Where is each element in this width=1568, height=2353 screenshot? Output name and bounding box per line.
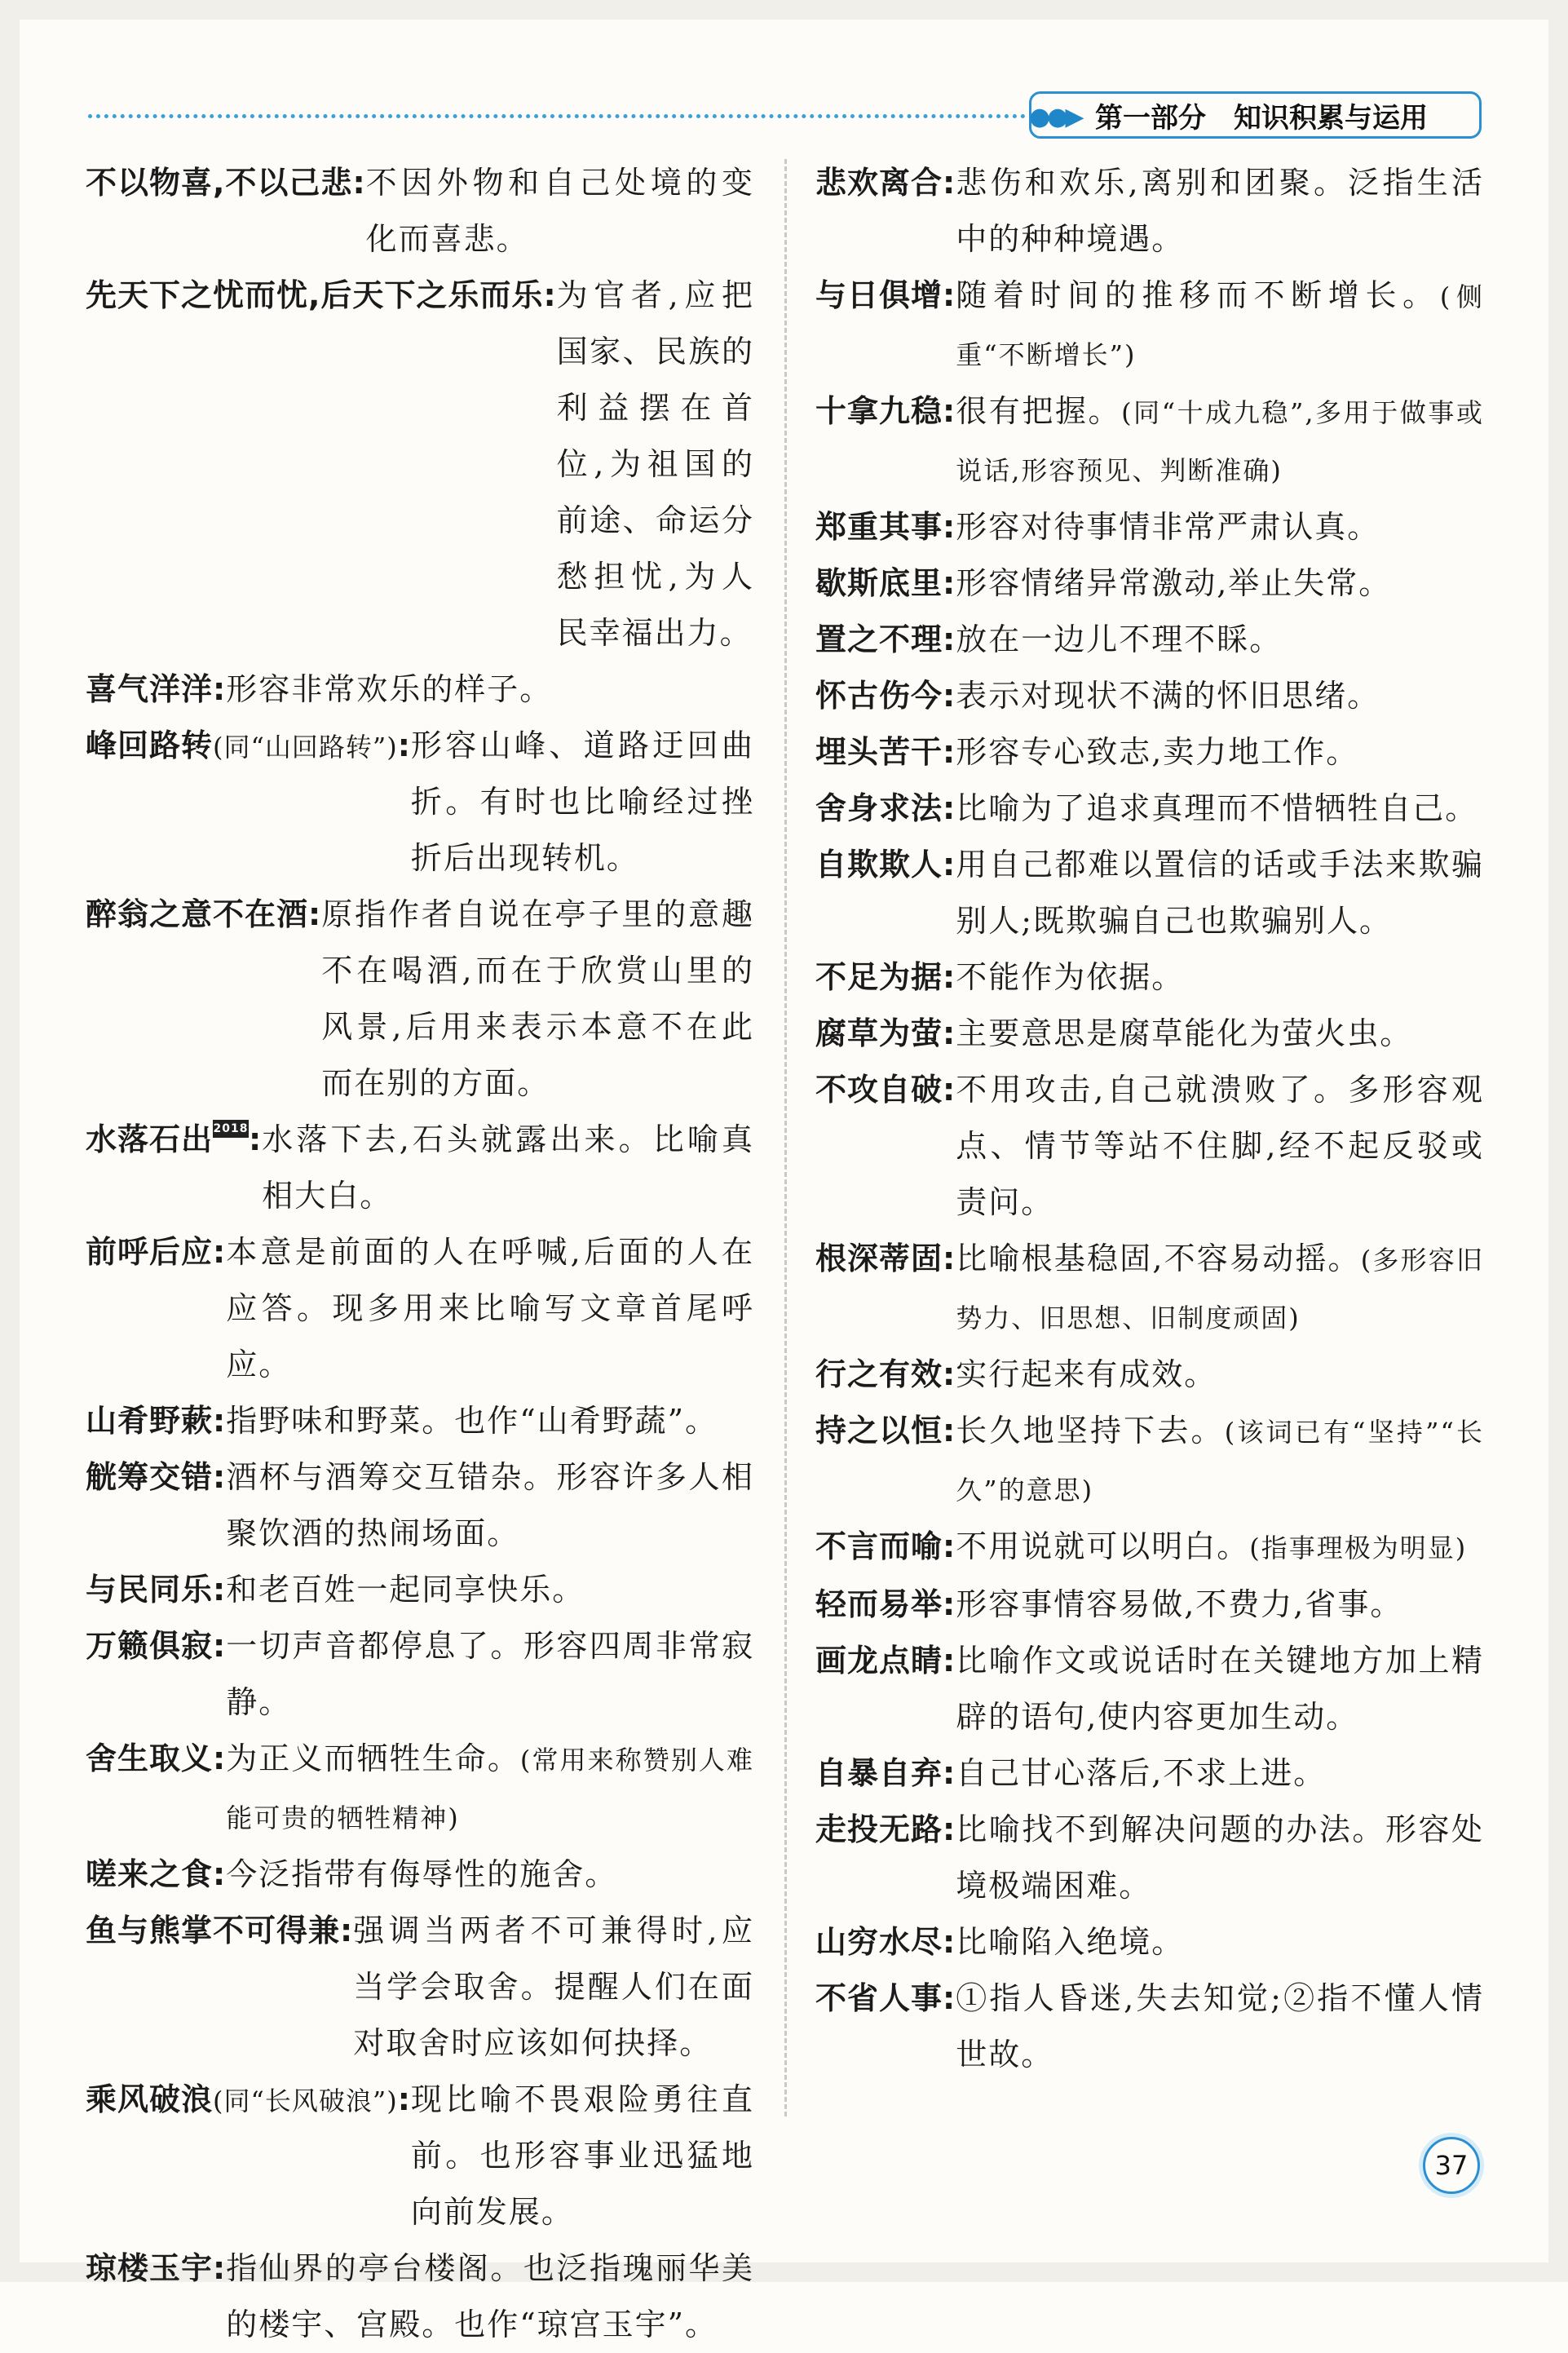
idiom-term: 走投无路:	[815, 1811, 956, 1847]
idiom-entry	[86, 661, 754, 718]
idiom-term: 舍生取义:	[86, 1740, 227, 1776]
idiom-definition: 形容情绪异常激动,举止失常。	[956, 565, 1392, 601]
idiom-term: 琼楼玉宇:	[86, 2250, 227, 2286]
idiom-definition: 形容对待事情非常严肃认真。	[956, 509, 1380, 545]
idiom-entry	[815, 268, 1484, 383]
idiom-term: 自暴自弃:	[815, 1755, 956, 1791]
idiom-definition: 实行起来有成效。	[956, 1356, 1217, 1392]
arrow-dots-icon: ●●▶	[1029, 102, 1081, 131]
idiom-entry	[815, 837, 1484, 949]
idiom-term: 喜气洋洋:	[86, 671, 227, 707]
idiom-term: 山穷水尽:	[815, 1924, 956, 1960]
idiom-definition: 为官者,应把国家、民族的利益摆在首位,为祖国的前途、命运分愁担忧,为人民幸福出力。	[556, 277, 754, 651]
idiom-remark: (该词已有“坚持”“长久”的意思)	[956, 1417, 1484, 1506]
idiom-term: 鱼与熊掌不可得兼:	[86, 1913, 354, 1948]
idiom-definition: 放在一边儿不理不睬。	[956, 621, 1283, 657]
idiom-remark: (多形容旧势力、旧思想、旧制度顽固)	[956, 1245, 1484, 1334]
header-part: 第一部分	[1095, 101, 1206, 135]
idiom-definition: 不用攻击,自己就溃败了。多形容观点、情节等站不住脚,经不起反驳或责问。	[956, 1072, 1484, 1220]
idiom-term: 不以物喜,不以己悲:	[86, 165, 366, 201]
idiom-definition: 水落下去,石头就露出来。比喻真相大白。	[262, 1121, 754, 1214]
idiom-term: 根深蒂固:	[815, 1241, 956, 1276]
idiom-term: 水落石出2018:	[86, 1121, 263, 1157]
idiom-entry	[815, 724, 1484, 781]
idiom-definition: 比喻陷入绝境。	[956, 1924, 1185, 1960]
idiom-definition: 和老百姓一起同享快乐。	[226, 1572, 585, 1608]
idiom-term: 自欺欺人:	[815, 847, 956, 882]
idiom-term: 舍身求法:	[815, 790, 956, 826]
column-divider	[784, 159, 787, 2116]
idiom-entry	[815, 1347, 1484, 1403]
right-column	[815, 155, 1484, 2083]
idiom-entry	[815, 1006, 1484, 1062]
idiom-entry	[815, 949, 1484, 1006]
idiom-entry	[815, 1970, 1484, 2083]
idiom-term: 不足为据:	[815, 959, 956, 995]
idiom-entry	[815, 1577, 1484, 1633]
idiom-entry	[815, 1519, 1484, 1577]
idiom-definition: 比喻为了追求真理而不惜牺牲自己。	[956, 790, 1478, 826]
idiom-definition: 为正义而牺牲生命。(常用来称赞别人难能可贵的牺牲精神)	[226, 1740, 754, 1833]
idiom-definition: 现比喻不畏艰险勇往直前。也形容事业迅猛地向前发展。	[410, 2081, 754, 2230]
idiom-entry	[86, 1731, 754, 1847]
idiom-definition: 不因外物和自己处境的变化而喜悲。	[365, 165, 754, 257]
idiom-entry	[815, 1802, 1484, 1914]
idiom-term: 峰回路转(同“山回路转”):	[86, 728, 411, 763]
idiom-term: 歇斯底里:	[815, 565, 956, 601]
idiom-term: 轻而易举:	[815, 1586, 956, 1622]
idiom-entry	[815, 1403, 1484, 1519]
idiom-entry	[815, 1914, 1484, 1970]
idiom-remark: (指事理极为明显)	[1249, 1533, 1468, 1564]
idiom-term: 悲欢离合:	[815, 165, 956, 201]
idiom-definition: 强调当两者不可兼得时,应当学会取舍。提醒人们在面对取舍时应该如何抉择。	[353, 1913, 754, 2061]
idiom-remark: (侧重“不断增长”)	[956, 281, 1484, 370]
idiom-term: 不攻自破:	[815, 1072, 956, 1108]
idiom-definition: 形容非常欢乐的样子。	[226, 671, 553, 707]
idiom-definition: 形容事情容易做,不费力,省事。	[956, 1586, 1403, 1622]
idiom-definition: 指野味和野菜。也作“山肴野蔬”。	[226, 1403, 718, 1439]
idiom-term: 腐草为萤:	[815, 1015, 956, 1051]
idiom-entry	[815, 612, 1484, 668]
idiom-entry	[86, 1224, 754, 1393]
idiom-term: 置之不理:	[815, 621, 956, 657]
idiom-definition: 形容专心致志,卖力地工作。	[956, 734, 1359, 770]
idiom-note: (同“山回路转”)	[213, 732, 398, 763]
idiom-definition: 今泛指带有侮辱性的施舍。	[226, 1856, 618, 1892]
idiom-term: 不言而喻:	[815, 1528, 956, 1564]
idiom-definition: 比喻找不到解决问题的办法。形容处境极端困难。	[956, 1811, 1484, 1904]
idiom-definition: 不用说就可以明白。(指事理极为明显)	[956, 1528, 1468, 1564]
idiom-remark: (同“十成九稳”,多用于做事或说话,形容预见、判断准确)	[956, 397, 1484, 486]
idiom-definition: 自己甘心落后,不求上进。	[956, 1755, 1327, 1791]
header-dotted-line	[88, 114, 1026, 118]
idiom-entry	[815, 555, 1484, 612]
idiom-entry	[815, 1062, 1484, 1231]
idiom-term: 画龙点睛:	[815, 1643, 956, 1679]
idiom-entry	[86, 887, 754, 1112]
idiom-term: 不省人事:	[815, 1980, 956, 2016]
idiom-term: 醉翁之意不在酒:	[86, 896, 322, 932]
exam-year-tag: 2018	[213, 1120, 249, 1138]
idiom-entry	[815, 1745, 1484, 1802]
idiom-term: 十拿九稳:	[815, 393, 956, 429]
idiom-term: 万籁俱寂:	[86, 1628, 227, 1664]
section-header	[1029, 91, 1482, 139]
left-column	[86, 155, 754, 2353]
idiom-term: 乘风破浪(同“长风破浪”):	[86, 2081, 411, 2117]
idiom-definition: 酒杯与酒筹交互错杂。形容许多人相聚饮酒的热闹场面。	[226, 1459, 754, 1551]
idiom-definition: 表示对现状不满的怀旧思绪。	[956, 678, 1380, 714]
idiom-term: 与日俱增:	[815, 277, 956, 313]
idiom-definition: 长久地坚持下去。(该词已有“坚持”“长久”的意思)	[956, 1413, 1484, 1506]
idiom-entry	[86, 1618, 754, 1731]
idiom-definition: 随着时间的推移而不断增长。(侧重“不断增长”)	[956, 277, 1484, 370]
idiom-term: 持之以恒:	[815, 1413, 956, 1449]
idiom-entry	[815, 499, 1484, 555]
idiom-definition: 本意是前面的人在呼喊,后面的人在应答。现多用来比喻写文章首尾呼应。	[226, 1234, 754, 1382]
idiom-term: 郑重其事:	[815, 509, 956, 545]
idiom-definition: 一切声音都停息了。形容四周非常寂静。	[226, 1628, 754, 1720]
idiom-entry	[86, 1562, 754, 1618]
idiom-entry	[86, 1903, 754, 2072]
idiom-entry	[86, 2072, 754, 2240]
header-title: 知识积累与运用	[1234, 101, 1428, 135]
idiom-definition: 主要意思是腐草能化为萤火虫。	[956, 1015, 1413, 1051]
idiom-term: 觥筹交错:	[86, 1459, 227, 1495]
idiom-definition: 比喻根基稳固,不容易动摇。(多形容旧势力、旧思想、旧制度顽固)	[956, 1241, 1484, 1334]
idiom-term: 嗟来之食:	[86, 1856, 227, 1892]
idiom-definition: 原指作者自说在亭子里的意趣不在喝酒,而在于欣赏山里的风景,后用来表示本意不在此而在别的方面。	[321, 896, 754, 1101]
idiom-entry	[815, 383, 1484, 499]
idiom-term: 山肴野蔌:	[86, 1403, 227, 1439]
page-number: 37	[1423, 2137, 1480, 2194]
idiom-entry	[815, 1231, 1484, 1347]
idiom-definition: 指仙界的亭台楼阁。也泛指瑰丽华美的楼宇、宫殿。也作“琼宫玉宇”。	[226, 2250, 754, 2342]
idiom-note: (同“长风破浪”)	[213, 2085, 398, 2116]
idiom-entry	[86, 718, 754, 887]
idiom-definition: 很有把握。(同“十成九稳”,多用于做事或说话,形容预见、判断准确)	[956, 393, 1484, 486]
idiom-entry	[86, 268, 754, 661]
idiom-definition: 悲伤和欢乐,离别和团聚。泛指生活中的种种境遇。	[956, 165, 1484, 257]
idiom-term: 埋头苦干:	[815, 734, 956, 770]
idiom-definition: 不能作为依据。	[956, 959, 1185, 995]
idiom-entry	[815, 781, 1484, 837]
idiom-definition: ①指人昏迷,失去知觉;②指不懂人情世故。	[956, 1980, 1484, 2072]
idiom-entry	[86, 1112, 754, 1224]
idiom-entry	[86, 155, 754, 268]
idiom-term: 怀古伤今:	[815, 678, 956, 714]
idiom-definition: 比喻作文或说话时在关键地方加上精辟的语句,使内容更加生动。	[956, 1643, 1484, 1735]
idiom-definition: 形容山峰、道路迂回曲折。有时也比喻经过挫折后出现转机。	[410, 728, 754, 876]
idiom-entry	[815, 155, 1484, 268]
idiom-term: 行之有效:	[815, 1356, 956, 1392]
idiom-entry	[815, 1633, 1484, 1745]
idiom-term: 与民同乐:	[86, 1572, 227, 1608]
idiom-term: 前呼后应:	[86, 1234, 227, 1270]
idiom-entry	[86, 2240, 754, 2353]
idiom-remark: (常用来称赞别人难能可贵的牺牲精神)	[226, 1745, 754, 1833]
idiom-entry	[815, 668, 1484, 724]
idiom-entry	[86, 1847, 754, 1903]
idiom-term: 先天下之忧而忧,后天下之乐而乐:	[86, 277, 557, 313]
idiom-entry	[86, 1449, 754, 1562]
idiom-definition: 用自己都难以置信的话或手法来欺骗别人;既欺骗自己也欺骗别人。	[956, 847, 1484, 939]
idiom-entry	[86, 1393, 754, 1449]
